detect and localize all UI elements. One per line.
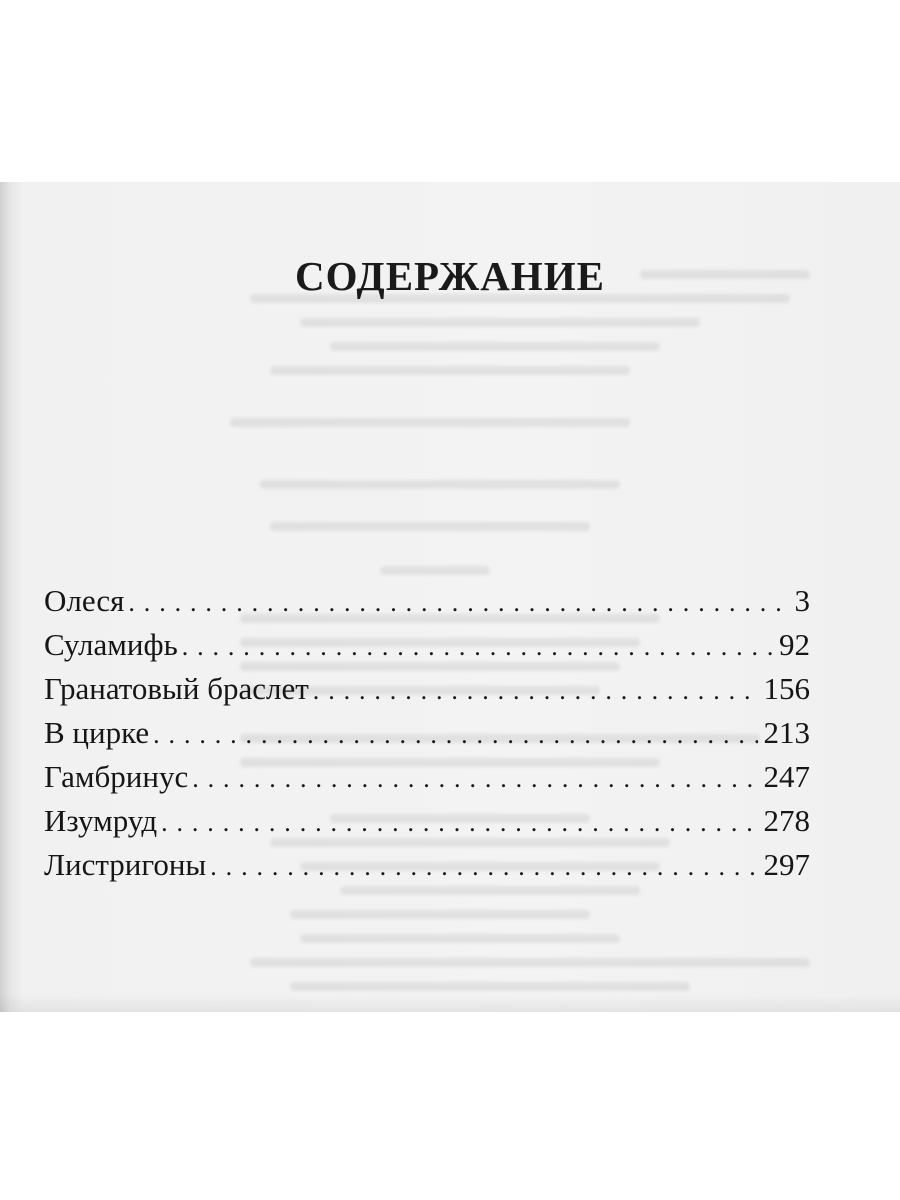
dot-leader (182, 632, 773, 662)
toc-entry-title: Листригоны (44, 847, 207, 882)
dot-leader (210, 852, 757, 882)
toc-entry-title: Олеся (44, 583, 125, 618)
toc-entry-title: Изумруд (44, 803, 158, 838)
page-title: СОДЕРЖАНИЕ (295, 253, 605, 299)
toc-entry-title: Гранатовый браслет (44, 671, 309, 706)
dot-leader (153, 720, 757, 750)
toc-entry-page: 213 (763, 715, 810, 750)
toc-entry-title: Гамбринус (44, 759, 189, 794)
toc-entry-page: 3 (794, 583, 810, 618)
toc-entry-title: В цирке (44, 715, 150, 750)
toc-entry-sulamif[interactable] (44, 627, 810, 671)
toc-entry-listrigony[interactable] (44, 847, 810, 891)
toc-entry-page: 278 (763, 803, 810, 838)
toc-entry-v-tsirke[interactable] (44, 715, 810, 759)
toc-entry-granatovy-braslet[interactable] (44, 671, 810, 715)
toc-entry-page: 92 (779, 627, 810, 662)
toc-entry-izumrud[interactable] (44, 803, 810, 847)
dot-leader (313, 676, 758, 706)
toc-entry-page: 156 (763, 671, 810, 706)
dot-leader (128, 588, 788, 618)
toc-entry-olesya[interactable] (44, 583, 810, 627)
dot-leader (161, 808, 757, 838)
toc-entry-page: 247 (763, 759, 810, 794)
dot-leader (192, 764, 757, 794)
book-page (0, 182, 900, 1012)
table-of-contents (44, 583, 810, 891)
toc-entry-page: 297 (763, 847, 810, 882)
toc-entry-title: Суламифь (44, 627, 178, 662)
toc-entry-gambrinus[interactable] (44, 759, 810, 803)
